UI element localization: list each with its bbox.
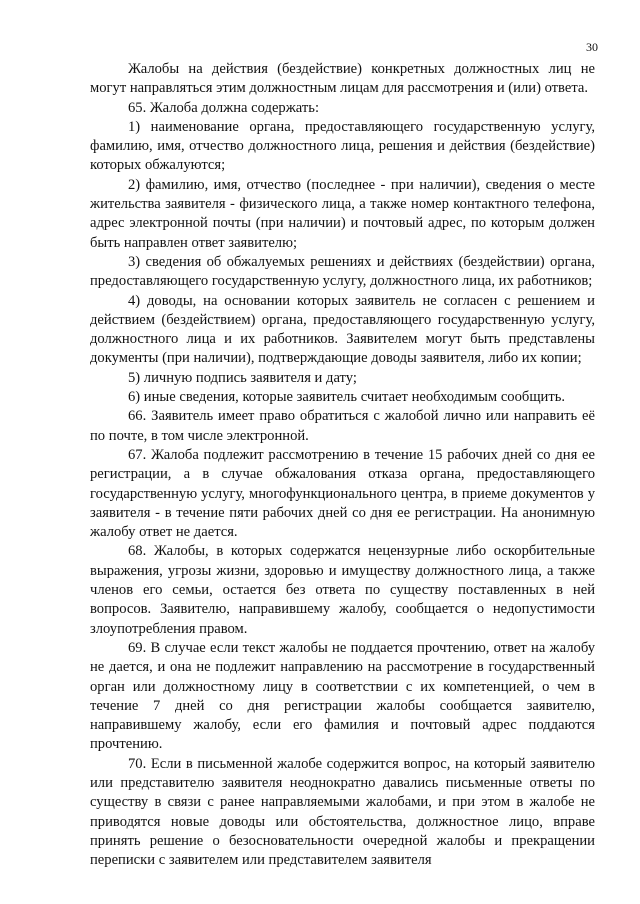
paragraph-66: 66. Заявитель имеет право обратиться с жалобой лично или направить её по почте, в том числе электронной. (90, 408, 595, 444)
page-number: 30 (586, 40, 598, 54)
paragraph-65-item-2: 2) фамилию, имя, отчество (последнее - при наличии), сведения о месте жительства заявителя - физического лица, а также номер контактного телефона, адрес электронной почты (при наличии) и почтовый адрес, по которым должен быть направлен ответ заявителю; (90, 176, 595, 251)
paragraph-65-item-3: 3) сведения об обжалуемых решениях и действиях (бездействии) органа, предоставляющего государственную услугу, должностного лица, их работников; (90, 253, 595, 290)
paragraph-69: 69. В случае если текст жалобы не поддается прочтению, ответ на жалобу не дается, и она не подлежит направлению на рассмотрение в государственный орган или должностному лицу в соответствии с их компетенцией, о чем в течение 7 дней со дня регистрации жалобы сообщается заявителю, направившему жалобу, если его фамилия и почтовый адрес поддаются прочтению. (90, 639, 595, 753)
paragraph-68: 68. Жалобы, в которых содержатся нецензурные либо оскорбительные выражения, угрозы жизни, здоровью и имуществу должностного лица, а также членов его семьи, остается без ответа по существу поставленных в ней вопросов. Заявителю, направившему жалобу, сообщается о недопустимости злоупотребления правом. (90, 543, 595, 637)
paragraph-65-item-4: 4) доводы, на основании которых заявитель не согласен с решением и действием (бездействием) органа, предоставляющего государственную услугу, должностного лица и их работников. Заявителем могут быть представлены документы (при наличии), подтверждающие доводы заявителя, либо их копии; (90, 292, 595, 367)
paragraph-70: 70. Если в письменной жалобе содержится вопрос, на который заявителю или представителю заявителя неоднократно давались письменные ответы по существу в связи с ранее направляемыми жалобами, и при этом в жалобе не приводятся новые доводы или обстоятельства, должностное лицо, вправе принять решение о безосновательности очередной жалобы и прекращении переписки с заявителем или представителем заявителя (90, 755, 595, 869)
paragraph-65-item-5: 5) личную подпись заявителя и дату; (128, 369, 357, 386)
paragraph-67: 67. Жалоба подлежит рассмотрению в течение 15 рабочих дней со дня ее регистрации, а в случае обжалования отказа органа, предоставляющего государственную услугу, многофункционального центра, в приеме документов у заявителя - в течение пяти рабочих дней со дня ее регистрации. На анонимную жалобу ответ не дается. (90, 446, 595, 541)
document-body (90, 60, 595, 870)
paragraph-65-item-1: 1) наименование органа, предоставляющего государственную услугу, фамилию, имя, отчество должностного лица, решения и действия (бездействие) которых обжалуются; (90, 118, 595, 174)
paragraph-complaints-restriction: Жалобы на действия (бездействие) конкретных должностных лиц не могут направляться этим должностным лицам для рассмотрения и (или) ответа. (90, 61, 595, 97)
paragraph-65-heading: 65. Жалоба должна содержать: (128, 99, 319, 116)
paragraph-65-item-6: 6) иные сведения, которые заявитель считает необходимым сообщить. (128, 389, 566, 406)
